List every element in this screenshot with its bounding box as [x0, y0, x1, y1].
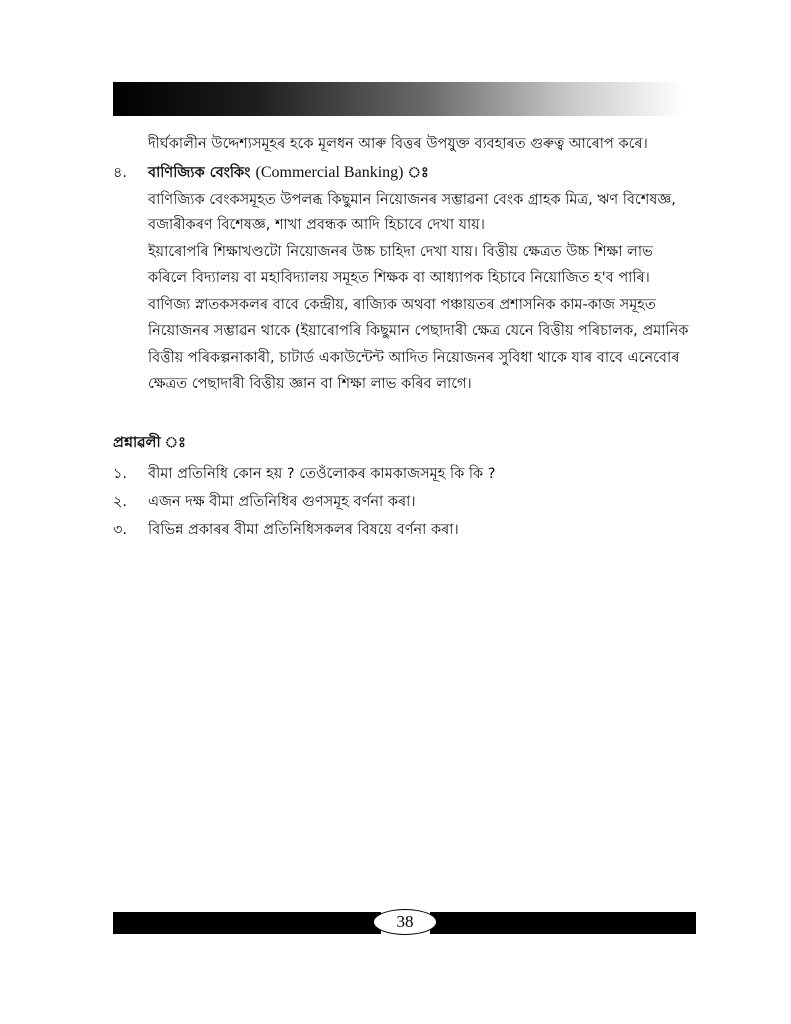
section-4-number: ৪.	[113, 165, 128, 181]
paragraph-continuation: দীৰ্ঘকালীন উদ্দেশ্যসমূহৰ হকে মূলধন আৰু বিত্তৰ উপযুক্ত ব্যবহাৰত গুৰুত্ব আৰোপ কৰে।	[148, 136, 648, 152]
page-number: 38	[373, 909, 437, 935]
question-text: এজন দক্ষ বীমা প্ৰতিনিধিৰ গুণসমূহ বৰ্ণনা কৰা।	[148, 494, 416, 510]
question-number: ১.	[113, 466, 128, 482]
section-4-title-bn: বাণিজ্যিক বেংকিং	[148, 165, 251, 181]
questions-title: প্ৰশ্নাৱলী ঃ	[113, 435, 186, 451]
section-4-line: নিয়োজনৰ সম্ভাৱন থাকে (ইয়াৰোপৰি কিছুমান পেছাদাৰী ক্ষেত্ৰ যেনে বিত্তীয় পৰিচালক, প্ৰমানিক	[148, 323, 689, 339]
section-4-line: ইয়াৰোপৰি শিক্ষাখণ্ডটো নিয়োজনৰ উচ্চ চাহিদা দেখা যায়। বিত্তীয় ক্ষেত্ৰত উচ্চ শিক্ষা লাভ	[148, 244, 653, 260]
section-4-line: বাণিজ্যিক বেংকসমূহত উপলব্ধ কিছুমান নিয়োজনৰ সম্ভাৱনা বেংক গ্ৰাহক মিত্ৰ, ঋণ বিশেষজ্ঞ,	[148, 192, 676, 208]
section-4-line: ক্ষেত্ৰত পেছাদাৰী বিত্তীয় জ্ঞান বা শিক্ষা লাভ কৰিব লাগে।	[148, 376, 472, 392]
section-4-heading	[148, 163, 429, 183]
section-4-line: বাণিজ্য স্নাতকসকলৰ বাবে কেন্দ্ৰীয়, ৰাজ্যিক অথবা পঞ্চায়তৰ প্ৰশাসনিক কাম-কাজ সমূহত	[148, 297, 656, 313]
header-gradient-bar	[113, 82, 683, 116]
section-4-title-en: (Commercial Banking)	[255, 164, 404, 181]
section-4-line: কৰিলে বিদ্যালয় বা মহাবিদ্যালয় সমূহত শিক্ষক বা আধ্যাপক হিচাবে নিয়োজিত হ'ব পাৰি।	[148, 270, 650, 286]
question-text: বিভিন্ন প্ৰকাৰৰ বীমা প্ৰতিনিধিসকলৰ বিষয়ে বৰ্ণনা কৰা।	[148, 522, 459, 538]
question-text: বীমা প্ৰতিনিধি কোন হয় ? তেওঁলোকৰ কামকাজসমূহ কি কি ?	[148, 466, 496, 482]
question-number: ৩.	[113, 522, 128, 538]
section-4-line: বজাৰীকৰণ বিশেষজ্ঞ, শাখা প্ৰবন্ধক আদি হিচাবে দেখা যায়।	[148, 217, 485, 233]
section-4-line: বিত্তীয় পৰিকল্পনাকাৰী, চাটাৰ্ড একাউন্টেন্ট আদিত নিয়োজনৰ সুবিধা থাকে যাৰ বাবে এনেবোৰ	[148, 350, 680, 366]
footer-bar-right	[430, 912, 696, 934]
footer-bar-left	[113, 912, 381, 934]
question-number: ২.	[113, 494, 128, 510]
